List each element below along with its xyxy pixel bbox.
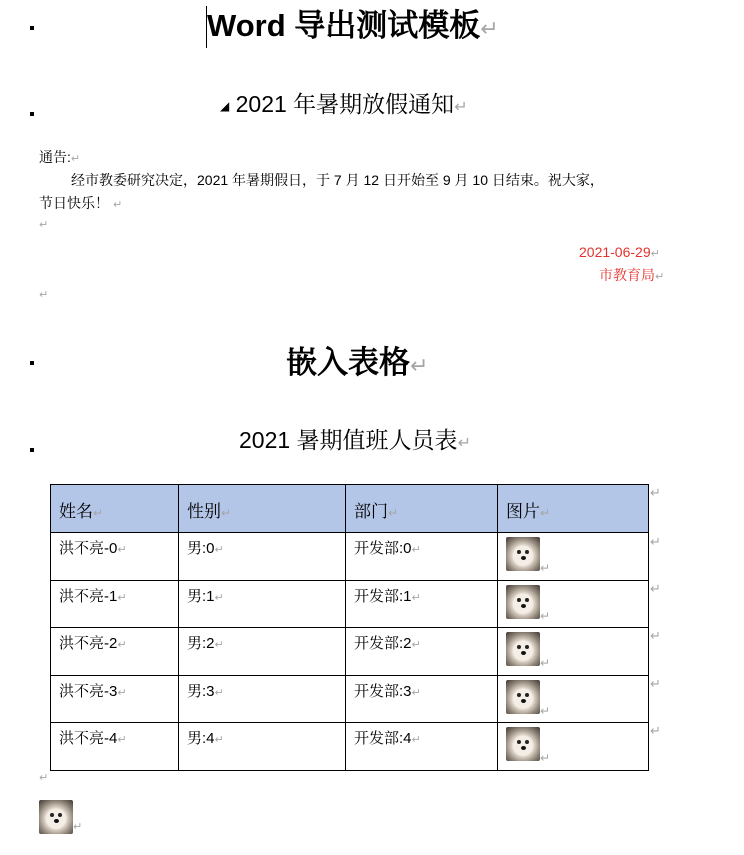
notice-issuer[interactable]: [599, 264, 664, 288]
table-row: [51, 580, 649, 628]
polar-bear-photo[interactable]: [506, 585, 540, 619]
paragraph-mark: ↵: [113, 198, 123, 211]
row-end-mark: ↵: [650, 486, 661, 501]
cell-mark: ↵: [540, 561, 551, 575]
notice-date[interactable]: [579, 241, 660, 265]
notice-body-line-1[interactable]: [71, 169, 604, 192]
polar-bear-photo[interactable]: [506, 680, 540, 714]
cell-mark: ↵: [117, 685, 127, 699]
table-cell[interactable]: [179, 723, 346, 771]
table-cell[interactable]: [346, 628, 498, 676]
polar-bear-photo[interactable]: [39, 800, 73, 834]
table-caption-text: 2021 暑期值班人员表: [239, 427, 458, 453]
cell-department: 开发部:3: [354, 682, 412, 700]
cell-mark: ↵: [117, 638, 127, 651]
paragraph-mark: ↵: [457, 433, 471, 452]
cell-mark: ↵: [540, 703, 551, 718]
cell-mark: ↵: [214, 685, 224, 699]
cell-mark: ↵: [214, 733, 224, 746]
table-cell[interactable]: [179, 628, 346, 676]
empty-paragraph-mark: ↵: [39, 288, 49, 301]
table-header-row: [51, 485, 649, 533]
paragraph-mark: ↵: [480, 17, 499, 42]
duty-table: [50, 484, 649, 771]
notice-date-text: 2021-06-29: [579, 244, 651, 260]
header-department: 部门: [354, 502, 388, 521]
cell-mark: ↵: [214, 638, 224, 651]
cell-department: 开发部:0: [354, 540, 412, 557]
cell-mark: ↵: [540, 506, 551, 520]
bear-nose: [521, 651, 526, 655]
section-title[interactable]: [286, 345, 428, 385]
table-row: [51, 723, 649, 771]
heading-bullet: [30, 26, 34, 30]
paragraph-mark: ↵: [454, 97, 468, 116]
row-end-mark: ↵: [650, 677, 661, 692]
notice-label[interactable]: [39, 146, 80, 170]
bear-nose: [54, 819, 59, 823]
cell-mark: ↵: [540, 751, 551, 765]
header-picture: 图片: [506, 502, 540, 521]
table-caption[interactable]: [239, 426, 471, 457]
empty-paragraph-mark: ↵: [39, 218, 49, 231]
paragraph-mark: ↵: [70, 152, 81, 165]
table-cell[interactable]: [346, 723, 498, 771]
table-row: [51, 628, 649, 676]
cell-mark: ↵: [117, 590, 127, 604]
table-cell[interactable]: [51, 580, 179, 628]
cell-mark: ↵: [540, 608, 551, 623]
notice-issuer-text: 市教育局: [599, 267, 655, 283]
row-end-mark: ↵: [650, 724, 661, 739]
header-gender: 性别: [187, 502, 221, 521]
section-title-text: 嵌入表格: [286, 345, 410, 380]
table-image-cell[interactable]: [498, 533, 649, 581]
notice-label-text: 通告:: [39, 149, 71, 165]
paragraph-mark: ↵: [655, 270, 665, 283]
bear-nose: [521, 556, 526, 560]
cell-mark: ↵: [117, 543, 127, 556]
table-image-cell[interactable]: [498, 675, 649, 723]
cell-mark: ↵: [117, 733, 127, 746]
paragraph-mark: ↵: [410, 354, 429, 379]
table-cell[interactable]: [51, 533, 179, 581]
table-image-cell[interactable]: [498, 580, 649, 628]
cell-mark: ↵: [411, 685, 421, 699]
cell-gender: 男:1: [187, 587, 215, 605]
cell-name: 洪不亮-1: [59, 587, 118, 605]
cell-name: 洪不亮-0: [59, 540, 118, 557]
cell-mark: ↵: [411, 733, 421, 746]
table-row: [51, 533, 649, 581]
notice-body-line-2[interactable]: [39, 192, 122, 216]
cell-department: 开发部:4: [354, 730, 412, 747]
standalone-image[interactable]: [39, 800, 82, 839]
table-header-cell[interactable]: [51, 485, 179, 533]
cell-name: 洪不亮-3: [59, 682, 118, 700]
cell-mark: ↵: [411, 590, 421, 604]
bear-nose: [521, 699, 526, 703]
table-header-cell[interactable]: [498, 485, 649, 533]
row-end-mark: ↵: [650, 629, 661, 644]
cell-mark: ↵: [93, 506, 104, 520]
notice-heading[interactable]: [220, 90, 468, 122]
notice-heading-text: 2021 年暑期放假通知: [235, 91, 455, 117]
cell-name: 洪不亮-2: [59, 635, 118, 652]
notice-body-text-2: 节日快乐！: [39, 195, 109, 211]
cell-mark: ↵: [540, 656, 551, 670]
cell-name: 洪不亮-4: [59, 730, 118, 747]
bear-nose: [521, 746, 526, 750]
cell-mark: ↵: [214, 543, 224, 556]
polar-bear-photo[interactable]: [506, 632, 540, 666]
empty-paragraph-mark: ↵: [39, 771, 49, 784]
cell-department: 开发部:1: [354, 587, 412, 605]
table-cell[interactable]: [51, 628, 179, 676]
polar-bear-photo[interactable]: [506, 537, 540, 571]
table-cell[interactable]: [346, 580, 498, 628]
paragraph-mark: ↵: [650, 247, 660, 260]
polar-bear-photo[interactable]: [506, 727, 540, 761]
collapse-triangle-icon[interactable]: ◢: [220, 99, 230, 113]
cell-mark: ↵: [214, 590, 224, 604]
table-image-cell[interactable]: [498, 723, 649, 771]
document-title-text: Word 导出测试模板: [207, 8, 481, 43]
table-cell[interactable]: [51, 723, 179, 771]
cell-department: 开发部:2: [354, 635, 412, 652]
table-header-cell[interactable]: [179, 485, 346, 533]
bear-nose: [521, 604, 526, 608]
table-image-cell[interactable]: [498, 628, 649, 676]
notice-body-text-1: 经市教委研究决定，2021 年暑期假日，于 7 月 12 日开始至 9 月 10 日结束。祝大家，: [71, 172, 604, 188]
cell-mark: ↵: [411, 543, 421, 556]
cell-mark: ↵: [411, 638, 421, 651]
table-row: [51, 675, 649, 723]
row-end-mark: ↵: [650, 535, 661, 550]
table-cell[interactable]: [179, 533, 346, 581]
cell-gender: 男:3: [187, 682, 215, 700]
heading-bullet: [30, 112, 34, 116]
table-header-cell[interactable]: [346, 485, 498, 533]
cell-mark: ↵: [388, 506, 399, 520]
cell-gender: 男:0: [187, 540, 215, 557]
table-cell[interactable]: [346, 675, 498, 723]
table-cell[interactable]: [346, 533, 498, 581]
row-end-mark: ↵: [650, 582, 661, 597]
heading-bullet: [30, 361, 34, 365]
cell-gender: 男:2: [187, 635, 215, 652]
heading-bullet: [30, 448, 34, 452]
header-name: 姓名: [59, 502, 93, 521]
document-title[interactable]: [207, 8, 499, 48]
table-cell[interactable]: [179, 580, 346, 628]
paragraph-mark: ↵: [73, 820, 83, 833]
cell-gender: 男:4: [187, 730, 215, 747]
cell-mark: ↵: [221, 506, 232, 520]
table-cell[interactable]: [51, 675, 179, 723]
table-cell[interactable]: [179, 675, 346, 723]
